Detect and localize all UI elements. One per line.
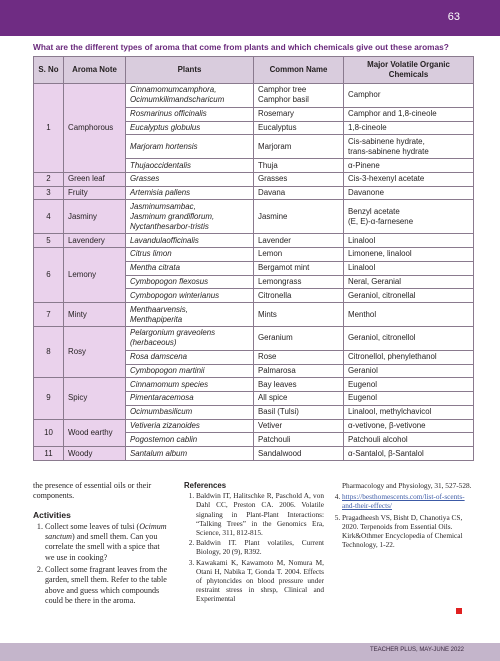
- cell-chemicals: [344, 364, 474, 378]
- cell-line: Lavender: [258, 235, 291, 245]
- cell-aroma-note: Fruity: [64, 186, 126, 200]
- cell-line: Cymbopogon martinii: [130, 365, 205, 375]
- cell-common-name: [254, 234, 344, 248]
- cell-chemicals: [344, 405, 474, 419]
- activities-heading: Activities: [33, 509, 71, 520]
- header-plants: Plants: [126, 57, 254, 84]
- cell-common-name: [254, 419, 344, 433]
- references-column-continued: [330, 481, 475, 551]
- cell-common-name: [254, 248, 344, 262]
- header-sno: S. No: [34, 57, 64, 84]
- footer-bar: [0, 643, 500, 661]
- cell-line: Cis-3-hexenyl acetate: [348, 174, 425, 184]
- cell-line: trans-sabinene hydrate: [348, 146, 429, 156]
- table-header-row: [34, 57, 474, 84]
- cell-line: Bay leaves: [258, 379, 297, 389]
- cell-chemicals: [344, 275, 474, 289]
- cell-line: Palmarosa: [258, 365, 296, 375]
- end-of-article-mark: [456, 608, 462, 614]
- cell-common-name: [254, 392, 344, 406]
- cell-common-name: [254, 405, 344, 419]
- cell-plants: [126, 447, 254, 461]
- cell-line: Basil (Tulsi): [258, 407, 299, 417]
- cell-sno: 6: [34, 248, 64, 303]
- cell-line: Marjoram: [258, 141, 292, 151]
- cell-line: Vetiveria zizanoides: [130, 421, 200, 431]
- table-row: [34, 419, 474, 433]
- cell-line: Nyctanthesarbor-tristis: [130, 221, 209, 231]
- cell-line: All spice: [258, 393, 288, 403]
- cell-sno: 4: [34, 200, 64, 234]
- cell-sno: 11: [34, 447, 64, 461]
- cell-line: Cis-sabinene hydrate,: [348, 136, 425, 146]
- header-chemicals: Major Volatile Organic Chemicals: [344, 57, 474, 84]
- cell-line: Marjoram hortensis: [130, 141, 198, 151]
- cell-plants: [126, 107, 254, 121]
- reference-continuation: Pharmacology and Physiology, 31, 527-528.: [342, 481, 472, 490]
- cell-line: Geraniol: [348, 365, 378, 375]
- table-row: [34, 200, 474, 234]
- cell-line: Patchouli: [258, 434, 291, 444]
- cell-common-name: [254, 261, 344, 275]
- cell-chemicals: [344, 350, 474, 364]
- reference-item: 3. Kawakami K, Kawamoto M, Nomura M, Otani H, Nabika T, Gonda T. 2004. Effects of phytoncides on blood pressure under restraint stress in shrsp, Clinical and Experimental: [196, 558, 324, 604]
- cell-chemicals: [344, 392, 474, 406]
- cell-chemicals: [344, 186, 474, 200]
- cell-sno: 10: [34, 419, 64, 447]
- cell-chemicals: [344, 378, 474, 392]
- cell-line: Citrus limon: [130, 249, 172, 259]
- cell-chemicals: [344, 433, 474, 447]
- activity-item: 2. Collect some fragrant leaves from the garden, smell them. Refer to the table above and guess which compounds could be there in the aroma.: [45, 565, 168, 606]
- cell-common-name: [254, 447, 344, 461]
- header-aroma-note: Aroma Note: [64, 57, 126, 84]
- cell-line: Rosa damscena: [130, 352, 188, 362]
- cell-line: Lemon: [258, 249, 283, 259]
- cell-line: Sandalwood: [258, 448, 302, 458]
- cell-sno: 1: [34, 84, 64, 173]
- cell-chemicals: [344, 289, 474, 303]
- cell-line: (E, E)-α-farnesene: [348, 216, 414, 226]
- references-column: [184, 481, 324, 605]
- cell-sno: 2: [34, 172, 64, 186]
- cell-line: α-vetivone, β-vetivone: [348, 421, 426, 431]
- cell-chemicals: [344, 326, 474, 350]
- cell-sno: 9: [34, 378, 64, 419]
- cell-plants: [126, 364, 254, 378]
- cell-plants: [126, 234, 254, 248]
- cell-plants: [126, 275, 254, 289]
- cell-common-name: [254, 172, 344, 186]
- cell-plants: [126, 433, 254, 447]
- cell-line: Grasses: [258, 174, 288, 184]
- cell-common-name: [254, 200, 344, 234]
- header-bar: [0, 0, 500, 36]
- cell-line: Lemongrass: [258, 276, 302, 286]
- cell-chemicals: [344, 135, 474, 159]
- cell-line: α-Pinene: [348, 160, 380, 170]
- table-row: [34, 172, 474, 186]
- cell-line: Linalool: [348, 263, 376, 273]
- cell-line: Artemisia pallens: [130, 188, 191, 198]
- table-question: What are the different types of aroma that come from plants and which chemicals give out these aromas?: [33, 42, 449, 52]
- cell-plants: [126, 186, 254, 200]
- cell-line: Geranium: [258, 333, 293, 343]
- cell-line: Eugenol: [348, 379, 377, 389]
- cell-line: Pimentaracemosa: [130, 393, 194, 403]
- cell-line: Camphor: [348, 90, 381, 100]
- cell-aroma-note: Wood earthy: [64, 419, 126, 447]
- cell-line: (herbaceous): [130, 338, 177, 348]
- cell-line: Thuja: [258, 160, 278, 170]
- cell-common-name: [254, 121, 344, 135]
- cell-line: Rosmarinus officinalis: [130, 109, 207, 119]
- cell-plants: [126, 419, 254, 433]
- reference-item: 5. Pragadheesh VS, Bisht D, Chanotiya CS, 2020. Terpenoids from Essential Oils. Kirk&Othmer Encyclopedia of Chemical Technology, 1-22.: [342, 513, 475, 550]
- cell-common-name: [254, 186, 344, 200]
- references-list: [184, 491, 324, 603]
- cell-chemicals: [344, 107, 474, 121]
- cell-plants: [126, 289, 254, 303]
- cell-line: Mints: [258, 309, 277, 319]
- cell-line: 1,8-cineole: [348, 122, 387, 132]
- cell-sno: 7: [34, 303, 64, 327]
- cell-plants: [126, 303, 254, 327]
- cell-line: Camphor and 1,8-cineole: [348, 109, 437, 119]
- cell-common-name: [254, 303, 344, 327]
- reference-item: 1. Baldwin IT, Halitschke R, Paschold A, von Dahl CC, Preston CA. 2006. Volatile signaling in Plant-Plant Interactions: “Talking Trees” in the Genomics Era, Science, 311, 812-815.: [196, 491, 324, 537]
- cell-plants: [126, 326, 254, 350]
- cell-line: Menthaarvensis,: [130, 304, 188, 314]
- reference-link[interactable]: https://besthomescents.com/list-of-scents-and-their-effects/: [342, 492, 465, 511]
- cell-plants: [126, 172, 254, 186]
- table-row: [34, 303, 474, 327]
- cell-aroma-note: Camphorous: [64, 84, 126, 173]
- cell-line: Eugenol: [348, 393, 377, 403]
- cell-line: Citronellol, phenylethanol: [348, 352, 437, 362]
- cell-common-name: [254, 159, 344, 173]
- reference-item: [342, 492, 475, 510]
- cell-line: Camphor tree: [258, 85, 307, 95]
- cell-line: Menthapiperita: [130, 314, 183, 324]
- cell-line: Linalool, methylchavicol: [348, 407, 432, 417]
- cell-chemicals: [344, 419, 474, 433]
- cell-aroma-note: Rosy: [64, 326, 126, 377]
- table-row: [34, 248, 474, 262]
- cell-line: Benzyl acetate: [348, 206, 400, 216]
- page-number: 63: [447, 11, 460, 23]
- cell-plants: [126, 392, 254, 406]
- activities-list: [33, 522, 168, 606]
- cell-plants: [126, 378, 254, 392]
- cell-plants: [126, 261, 254, 275]
- cell-common-name: [254, 135, 344, 159]
- cell-line: Davana: [258, 188, 286, 198]
- cell-line: α-Santalol, β-Santalol: [348, 448, 424, 458]
- cell-common-name: [254, 107, 344, 121]
- table-body: [34, 84, 474, 461]
- cell-line: Rose: [258, 352, 277, 362]
- cell-line: Jasmine: [258, 211, 288, 221]
- cell-common-name: [254, 350, 344, 364]
- activity-item: 1. Collect some leaves of tulsi (Ocimum sanctum) and smell them. Can you correlate the smell with a spice that we use in cooking?: [45, 522, 168, 563]
- aroma-table: [33, 56, 474, 461]
- cell-line: Santalum album: [130, 448, 188, 458]
- cell-aroma-note: Lemony: [64, 248, 126, 303]
- cell-common-name: [254, 378, 344, 392]
- cell-line: Jasminumsambac,: [130, 201, 196, 211]
- cell-line: Ocimumkilimandscharicum: [130, 95, 225, 105]
- references-list-continued: [330, 492, 475, 549]
- cell-line: Rosemary: [258, 109, 294, 119]
- cell-line: Cinnamomum species: [130, 379, 209, 389]
- cell-line: Davanone: [348, 188, 384, 198]
- cell-common-name: [254, 275, 344, 289]
- cell-line: Geraniol, citronellol: [348, 333, 416, 343]
- cell-line: Vetiver: [258, 421, 283, 431]
- cell-line: Citronella: [258, 290, 292, 300]
- cell-plants: [126, 121, 254, 135]
- table-row: [34, 326, 474, 350]
- cell-chemicals: [344, 84, 474, 108]
- cell-plants: [126, 350, 254, 364]
- cell-common-name: [254, 433, 344, 447]
- cell-aroma-note: Woody: [64, 447, 126, 461]
- table-row: [34, 378, 474, 392]
- cell-line: Jasminum grandiflorum,: [130, 211, 215, 221]
- cell-sno: 8: [34, 326, 64, 377]
- header-common-name: Common Name: [254, 57, 344, 84]
- intro-text: the presence of essential oils or their components.: [33, 481, 152, 501]
- cell-aroma-note: Green leaf: [64, 172, 126, 186]
- cell-aroma-note: Spicy: [64, 378, 126, 419]
- table-row: [34, 447, 474, 461]
- cell-common-name: [254, 289, 344, 303]
- activities-column: [33, 481, 168, 608]
- cell-line: Pogostemon cablin: [130, 434, 198, 444]
- cell-chemicals: [344, 159, 474, 173]
- table-row: [34, 186, 474, 200]
- cell-line: Ocimumbasilicum: [130, 407, 193, 417]
- cell-line: Eucalyptus: [258, 122, 297, 132]
- cell-sno: 5: [34, 234, 64, 248]
- table-row: [34, 234, 474, 248]
- table-row: [34, 84, 474, 108]
- cell-plants: [126, 248, 254, 262]
- cell-chemicals: [344, 172, 474, 186]
- cell-line: Eucalyptus globulus: [130, 122, 201, 132]
- cell-common-name: [254, 364, 344, 378]
- cell-chemicals: [344, 447, 474, 461]
- cell-line: Camphor basil: [258, 95, 309, 105]
- cell-plants: [126, 84, 254, 108]
- cell-line: Neral, Geranial: [348, 276, 402, 286]
- cell-chemicals: [344, 234, 474, 248]
- cell-line: Grasses: [130, 174, 160, 184]
- cell-plants: [126, 159, 254, 173]
- cell-chemicals: [344, 261, 474, 275]
- cell-line: Limonene, linalool: [348, 249, 412, 259]
- cell-line: Patchouli alcohol: [348, 434, 408, 444]
- cell-chemicals: [344, 200, 474, 234]
- cell-line: Menthol: [348, 309, 377, 319]
- cell-line: Pelargonium graveolens: [130, 328, 216, 338]
- cell-common-name: [254, 326, 344, 350]
- cell-chemicals: [344, 248, 474, 262]
- cell-line: Bergamot mint: [258, 263, 310, 273]
- footer-text: TEACHER PLUS, MAY-JUNE 2022: [369, 647, 464, 653]
- cell-line: Geraniol, citronellal: [348, 290, 416, 300]
- cell-plants: [126, 405, 254, 419]
- cell-line: Lavandulaofficinalis: [130, 235, 199, 245]
- cell-aroma-note: Jasminy: [64, 200, 126, 234]
- cell-aroma-note: Minty: [64, 303, 126, 327]
- cell-line: Linalool: [348, 235, 376, 245]
- reference-item: 2. Baldwin IT. Plant volatiles, Current Biology, 20 (9), R392.: [196, 538, 324, 556]
- cell-aroma-note: Lavendery: [64, 234, 126, 248]
- references-heading: References: [184, 481, 227, 490]
- cell-plants: [126, 200, 254, 234]
- cell-line: Cinnamomumcamphora,: [130, 85, 217, 95]
- cell-common-name: [254, 84, 344, 108]
- cell-chemicals: [344, 121, 474, 135]
- cell-line: Thujaoccidentalis: [130, 160, 191, 170]
- cell-sno: 3: [34, 186, 64, 200]
- cell-line: Mentha citrata: [130, 263, 180, 273]
- cell-line: Cymbopogon winterianus: [130, 290, 220, 300]
- cell-plants: [126, 135, 254, 159]
- cell-line: Cymbopogon flexosus: [130, 276, 209, 286]
- cell-chemicals: [344, 303, 474, 327]
